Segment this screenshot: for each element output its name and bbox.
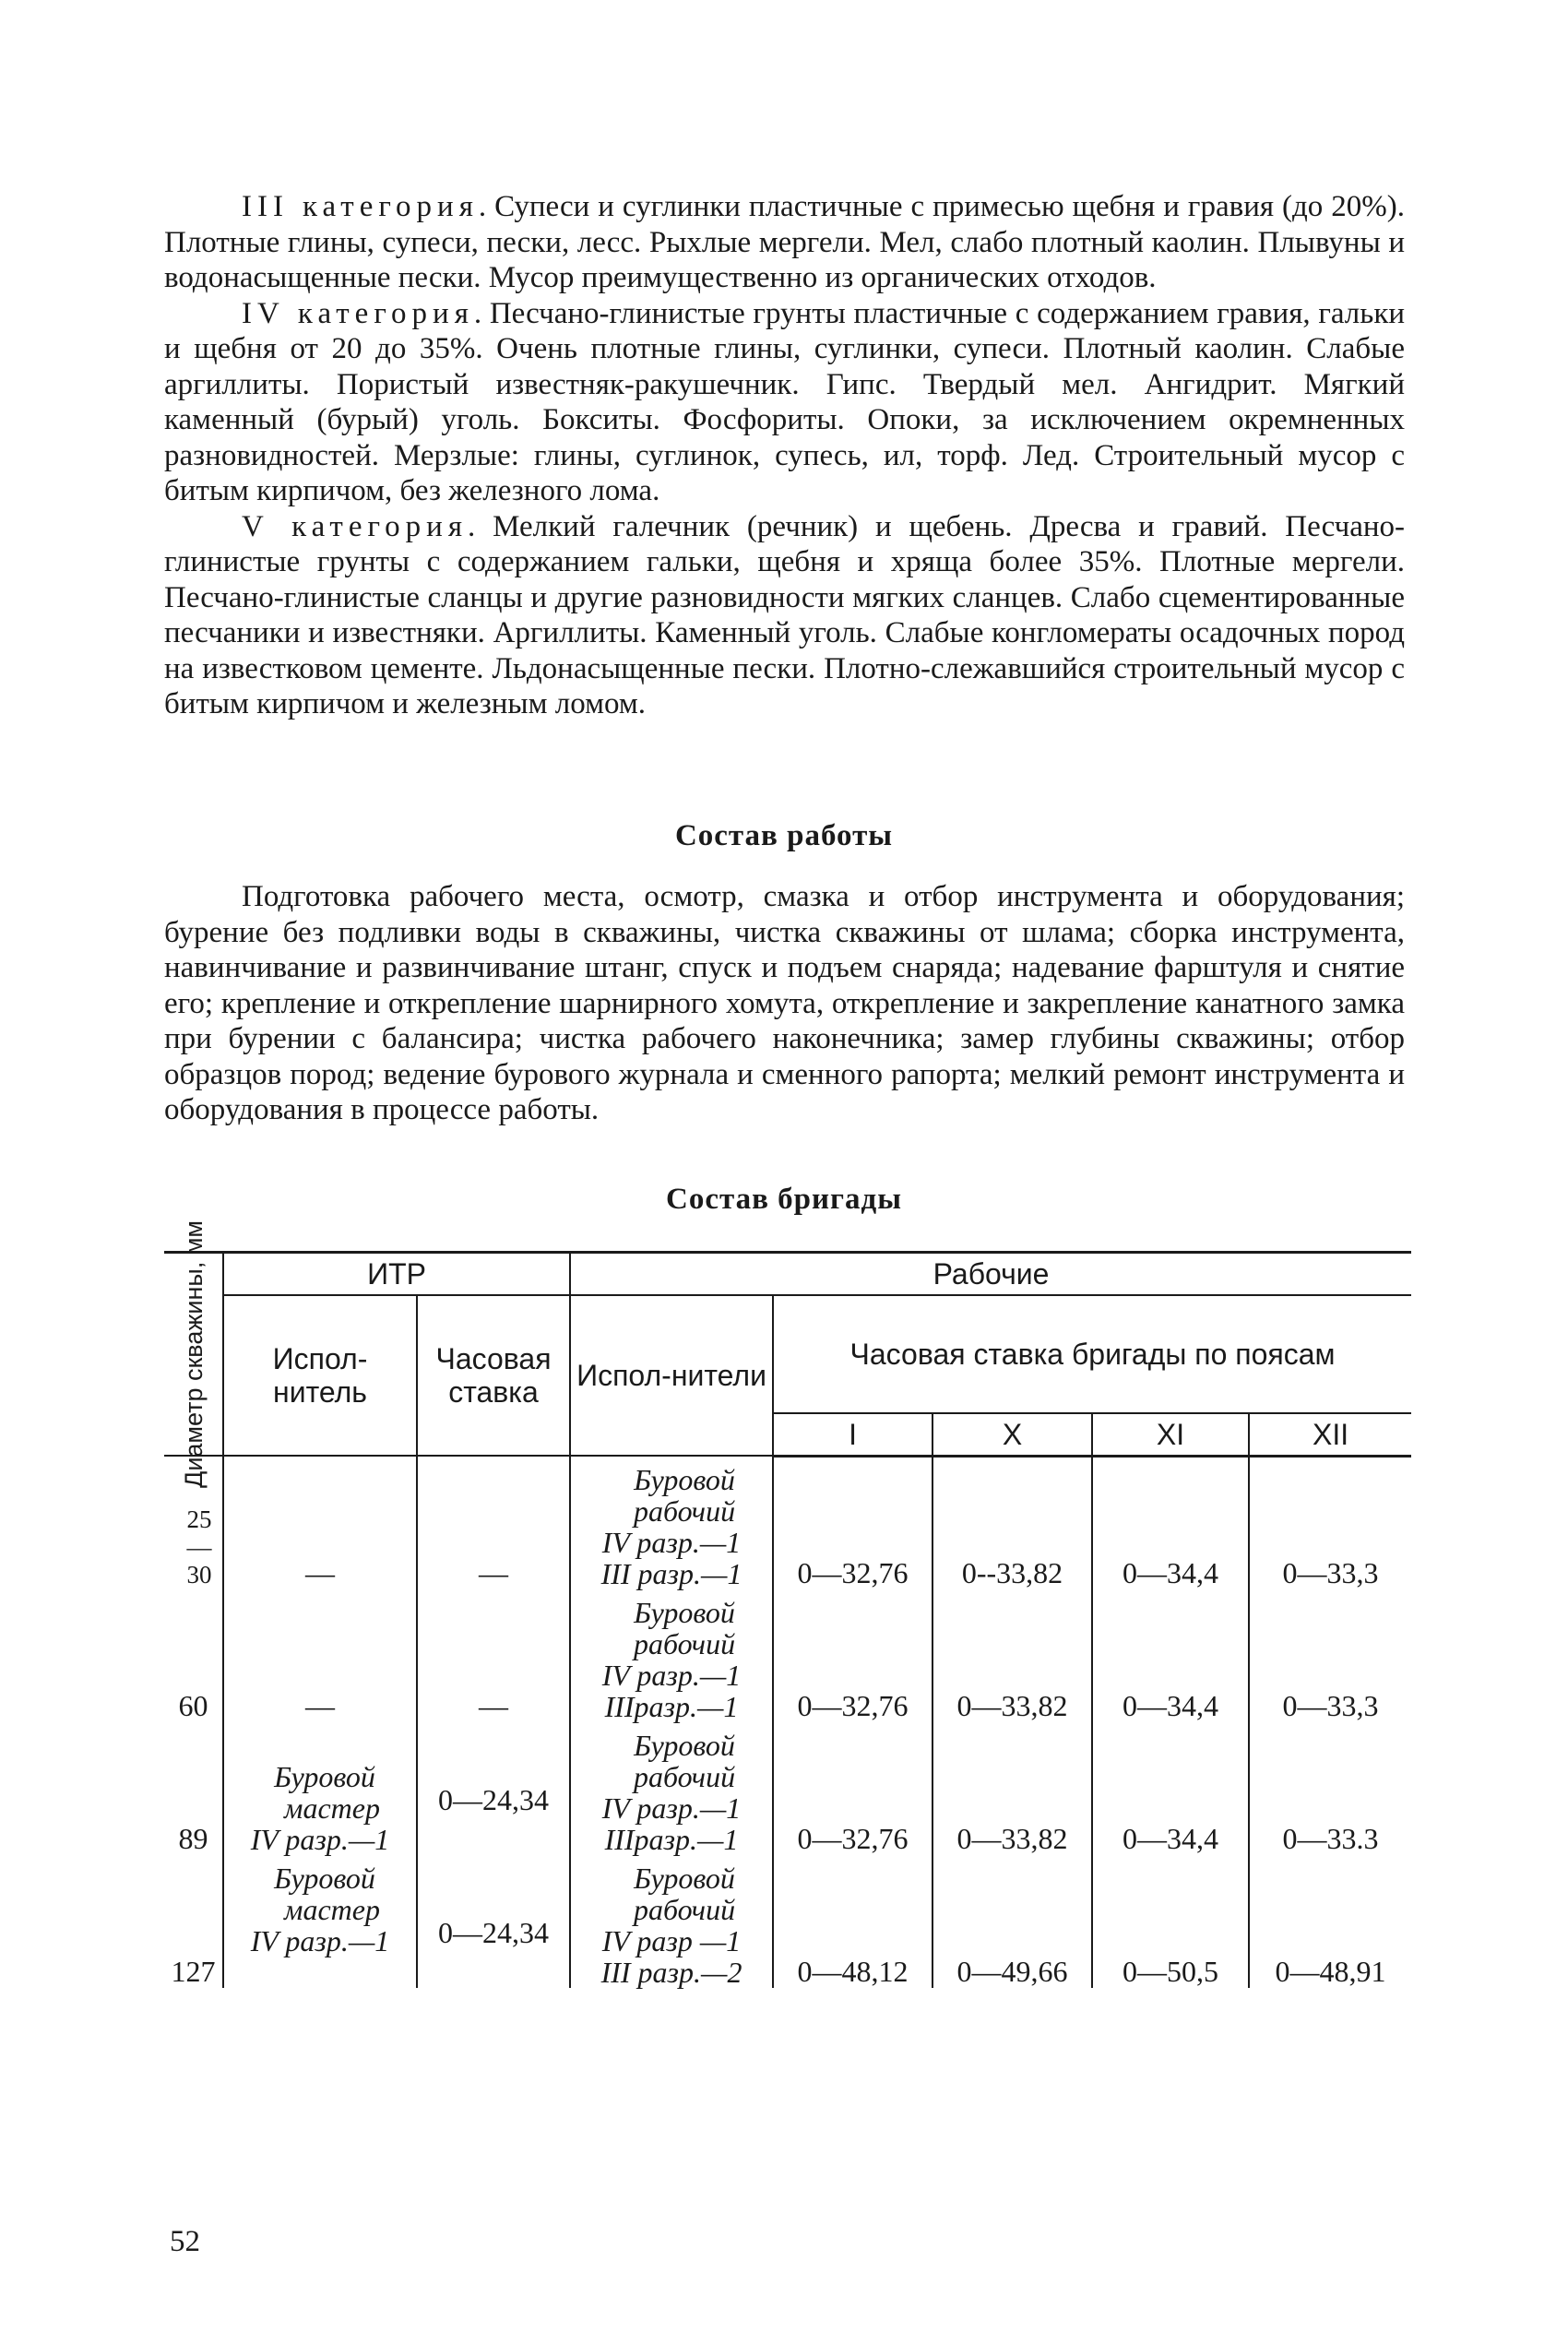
itr-rate-cell: 0—24,34 bbox=[417, 1722, 570, 1855]
rate-cell: 0—48,12 bbox=[773, 1855, 932, 1988]
category-3-text: . Супеси и суглинки пластичные с примесью щебня и гравия (до 20%). Плотные глины, супеси, пески, лесс. Рыхлые мергели. Мел, слабо плотный каолин. Плывуны и водонасыщенные пески. Мусор преимущественно из органических отходов. bbox=[164, 190, 1405, 294]
page-number: 52 bbox=[170, 2225, 200, 2258]
worker-line: IIIразр.—1 bbox=[604, 1823, 739, 1856]
worker-line: Буровой bbox=[634, 1862, 735, 1895]
worker-line: IV разр.—1 bbox=[601, 1526, 742, 1559]
itr-line: IV разр.—1 bbox=[250, 1924, 390, 1957]
worker-line: Буровой bbox=[634, 1463, 735, 1496]
workers-cell bbox=[570, 1855, 773, 1988]
worker-line: Буровой bbox=[634, 1596, 735, 1629]
category-5-title: V категория bbox=[242, 509, 469, 543]
rate-cell: 0—33,82 bbox=[932, 1589, 1092, 1722]
itr-rate-header: Часовая ставка bbox=[417, 1295, 570, 1456]
brigade-composition-heading: Состав бригады bbox=[666, 1183, 902, 1216]
category-3-title: III категория bbox=[242, 190, 479, 223]
workers-executors-header: Испол-нители bbox=[570, 1295, 773, 1456]
itr-line: мастер bbox=[284, 1893, 380, 1926]
workers-group-header: Рабочие bbox=[570, 1253, 1411, 1296]
worker-line: III разр.—2 bbox=[600, 1956, 742, 1989]
rate-cell: 0—33,3 bbox=[1249, 1589, 1411, 1722]
category-4-text: . Песчано-глинистые грунты пластичные с содержанием гравия, гальки и щебня от 20 до 35%. Очень плотные глины, суглинки, супеси. Плотный каолин. Слабые аргиллиты. Пористый известняк-ракушечник. Гипс. Твердый мел. Ангидрит. Мягкий каменный (бурый) уголь. Бокситы. Фосфориты. Опоки, за исключением окремненных разновидностей. Мерзлые: глины, суглинок, супесь, ил, торф. Лед. Строительный мусор с битым кирпичом, без железного лома. bbox=[164, 296, 1406, 507]
itr-line: Буровой bbox=[274, 1760, 375, 1793]
zone-header: XII bbox=[1249, 1413, 1411, 1457]
worker-line: IV разр.—1 bbox=[601, 1659, 742, 1692]
itr-executor-cell: — bbox=[223, 1456, 417, 1589]
rate-cell: 0—34,4 bbox=[1092, 1456, 1249, 1589]
worker-line: рабочий bbox=[633, 1494, 736, 1528]
rate-cell: 0—34,4 bbox=[1092, 1589, 1249, 1722]
rate-cell: 0—32,76 bbox=[773, 1456, 932, 1589]
diameter-cell: 60 bbox=[164, 1589, 223, 1722]
rate-cell: 0—33,82 bbox=[932, 1722, 1092, 1855]
workers-cell bbox=[570, 1722, 773, 1855]
work-composition-text: Подготовка рабочего места, осмотр, смазка и отбор инструмента и оборудования; бурение без подливки воды в скважины, чистка скважины от шлама; сборка инструмента, навинчивание и развинчивание штанг, спуск и подъем снаряда; надевание фарштуля и снятие его; крепление и открепление шарнирного хомута, открепление и закрепление канатного замка при бурении с балансира; чистка рабочего наконечника; замер глубины скважины; отбор образцов пород; ведение бурового журнала и сменного рапорта; мелкий ремонт инструмента и оборудования в процессе работы. bbox=[164, 880, 1405, 1126]
worker-line: рабочий bbox=[633, 1893, 736, 1926]
itr-executor-cell bbox=[223, 1855, 417, 1988]
workers-cell bbox=[570, 1589, 773, 1722]
diameter-cell: 127 bbox=[164, 1855, 223, 1988]
worker-line: рабочий bbox=[633, 1627, 736, 1660]
worker-line: IIIразр.—1 bbox=[604, 1690, 739, 1723]
category-5-text: . Мелкий галечник (речник) и щебень. Дресва и гравий. Песчано-глинистые грунты с содержанием гальки, щебня и хряща более 35%. Плотные мергели. Песчано-глинистые сланцы и другие разновидности мягких сланцев. Слабо сцементированные песчаники и известняки. Аргиллиты. Каменный уголь. Слабые конгломераты осадочных пород на известковом цементе. Льдонасыщенные пески. Плотно-слежавшийся строительный мусор с битым кирпичом и железным ломом. bbox=[164, 509, 1405, 720]
itr-line: IV разр.—1 bbox=[250, 1823, 390, 1856]
category-5-paragraph bbox=[164, 509, 1405, 722]
rate-cell: 0—32,76 bbox=[773, 1589, 932, 1722]
itr-line: Буровой bbox=[274, 1862, 375, 1895]
zone-rate-header: Часовая ставка бригады по поясам bbox=[773, 1295, 1411, 1413]
worker-line: III разр.—1 bbox=[600, 1557, 742, 1590]
table-row bbox=[164, 1855, 1411, 1988]
diameter-cell: 89 bbox=[164, 1722, 223, 1855]
category-4-paragraph bbox=[164, 296, 1405, 509]
table-row bbox=[164, 1589, 1411, 1722]
itr-rate-cell: 0—24,34 bbox=[417, 1855, 570, 1988]
brigade-table bbox=[164, 1220, 1411, 1989]
rate-cell: 0—34,4 bbox=[1092, 1722, 1249, 1855]
work-composition-block bbox=[164, 879, 1405, 1128]
table-row bbox=[164, 1456, 1411, 1589]
rate-cell: 0—33,3 bbox=[1249, 1456, 1411, 1589]
workers-cell bbox=[570, 1456, 773, 1589]
itr-group-header: ИТР bbox=[223, 1253, 570, 1296]
zone-header: X bbox=[932, 1413, 1092, 1457]
zone-header: I bbox=[773, 1413, 932, 1457]
worker-line: IV разр —1 bbox=[601, 1924, 742, 1957]
diameter-header bbox=[164, 1220, 223, 1488]
category-4-title: IV категория bbox=[242, 296, 474, 330]
itr-executor-cell bbox=[223, 1722, 417, 1855]
diameter-cell: 25—30 bbox=[164, 1456, 223, 1589]
worker-line: рабочий bbox=[633, 1760, 736, 1793]
zone-header: XI bbox=[1092, 1413, 1249, 1457]
itr-rate-cell: — bbox=[417, 1456, 570, 1589]
category-3-paragraph bbox=[164, 189, 1405, 296]
rate-cell: 0—50,5 bbox=[1092, 1855, 1249, 1988]
itr-line: мастер bbox=[284, 1791, 380, 1825]
itr-rate-cell: — bbox=[417, 1589, 570, 1722]
table-row bbox=[164, 1722, 1411, 1855]
rate-cell: 0—32,76 bbox=[773, 1722, 932, 1855]
worker-line: IV разр.—1 bbox=[601, 1791, 742, 1825]
rate-cell: 0—48,91 bbox=[1249, 1855, 1411, 1988]
itr-executor-header: Испол-нитель bbox=[223, 1295, 417, 1456]
soil-categories bbox=[164, 189, 1405, 722]
worker-line: Буровой bbox=[634, 1729, 735, 1762]
rate-cell: 0—33.3 bbox=[1249, 1722, 1411, 1855]
rate-cell: 0—49,66 bbox=[932, 1855, 1092, 1988]
diameter-header-label: Диаметр скважины, мм bbox=[179, 1220, 208, 1488]
work-composition-heading: Состав работы bbox=[674, 819, 894, 852]
itr-executor-cell: — bbox=[223, 1589, 417, 1722]
rate-cell: 0--33,82 bbox=[932, 1456, 1092, 1589]
